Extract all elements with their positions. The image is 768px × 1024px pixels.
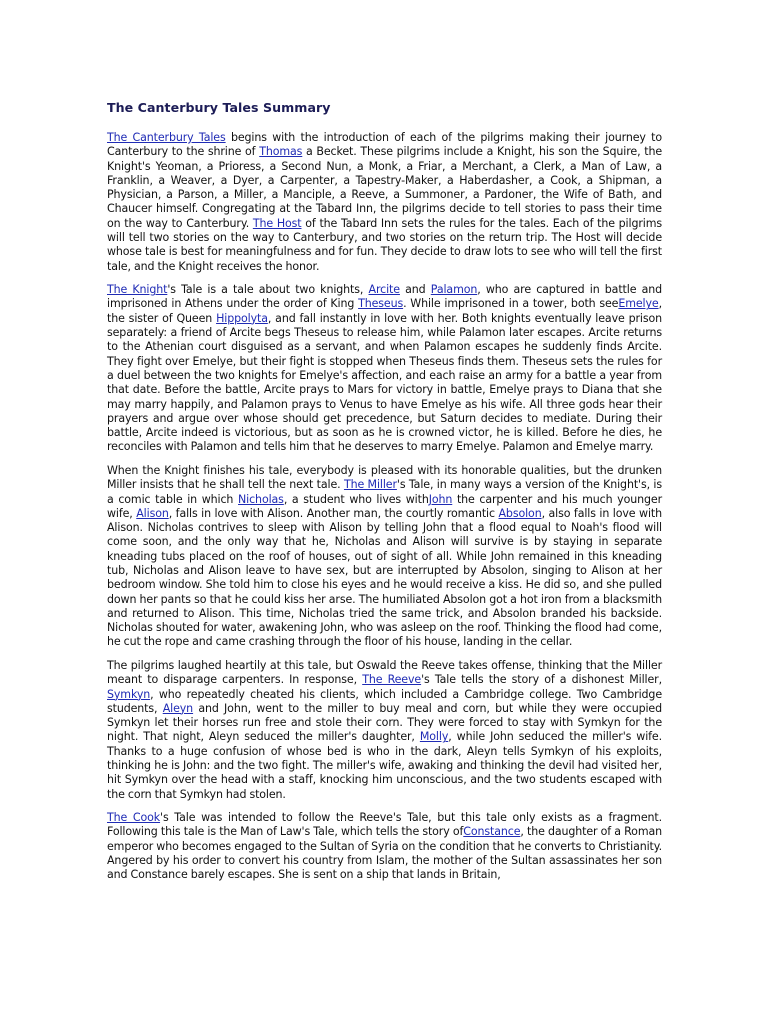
text-run: . While imprisoned in a tower, both see [403,297,619,311]
link-alison[interactable]: Alison [136,506,169,520]
document-body [107,131,662,883]
paragraph-1 [107,131,662,274]
text-run: begins with the introduction of each of the pilgrims making their journey to Canterbury to the shrine of [107,131,662,159]
text-run: , the sister of Queen [107,297,662,325]
link-the-host[interactable]: The Host [252,216,302,230]
link-the-cook[interactable]: The Cook [107,811,161,825]
link-thomas[interactable]: Thomas [259,145,303,159]
link-hippolyta[interactable]: Hippolyta [216,311,268,325]
link-the-knight[interactable]: The Knight [107,283,168,297]
text-run: and [399,283,431,297]
text-run: 's Tale, in many ways a version of the Knight's, is a comic table in which [107,478,662,506]
link-constance[interactable]: Constance [463,825,521,839]
link-john[interactable]: John [428,492,453,506]
text-run: , who are captured in battle and imprisoned in Athens under the order of King [107,283,663,311]
text-run: , while John seduced the miller's wife. Thanks to a huge confusion of whose bed is who in the dark, Aleyn tells Symkyn of his exploits, thinking he is John: and the two fight. The miller's wife, awaking and thinking the devil had visited her, hit Symkyn over the head with a staff, knocking him unconscious, and the two students escaped with the corn that Symkyn had stolen. [107,730,662,801]
link-theseus[interactable]: Theseus [358,297,404,311]
text-run: The pilgrims laughed heartily at this tale, but Oswald the Reeve takes offense, thinking that the Miller meant to disparage carpenters. In response, [107,658,662,687]
link-the-reeve[interactable]: The Reeve [362,673,422,687]
link-the-canterbury-tales[interactable]: The Canterbury Tales [107,131,226,144]
paragraph-4 [107,659,662,802]
text-run: 's Tale was intended to follow the Reeve's Tale, but this tale only exists as a fragment. Following this tale is the Man of Law's Tale, which tells the story of [107,811,662,839]
link-palamon[interactable]: Palamon [430,283,478,297]
paragraph-5 [107,811,662,882]
text-run: a Becket. These pilgrims include a Knight, his son the Squire, the Knight's Yeoman, a Prioress, a Second Nun, a Monk, a Friar, a Merchant, a Clerk, a Man of Law, a Franklin, a Weaver, a Dyer, a Carpenter, a Tapestry-Maker, a Haberdasher, a Cook, a Shipman, a Physician, a Parson, a Miller, a Manciple, a Reeve, a Summoner, a Pardoner, the Wife of Bath, and Chaucer himself. Congregating at the Tabard Inn, the pilgrims decide to tell stories to pass their time on the way to Canterbury. [107,145,663,230]
text-run: , and fall instantly in love with her. Both knights eventually leave prison separately: a friend of Arcite begs Theseus to release him, while Palamon later escapes. Arcite returns to the Athenian court disguised as a servant, and when Palamon escapes he suddenly finds Arcite. They fight over Emelye, but their fight is stopped when Theseus finds them. Theseus sets the rules for a duel between the two knights for Emelye's affection, and each raise an army for a battle a year from that date. Before the battle, Arcite prays to Mars for victory in battle, Emelye prays to Diana that she may marry happily, and Palamon prays to Venus to have Emelye as his wife. All three gods hear their prayers and argue over whose should get precedence, but Saturn decides to mediate. During their battle, Arcite indeed is victorious, but as soon as he is crowned victor, he is killed. Before he dies, he reconciles with Palamon and tells him that he deserves to marry Emelye. Palamon and Emelye marry. [107,311,662,454]
paragraph-2 [107,283,662,455]
link-molly[interactable]: Molly [419,730,449,744]
link-the-miller[interactable]: The Miller [343,478,397,492]
text-run: the carpenter and his much younger wife, [107,492,662,520]
document-page [107,99,662,892]
text-run: , also falls in love with Alison. Nicholas contrives to sleep with Alison by telling John that a flood equal to Noah's flood will come soon, and the only way that he, Nicholas and Alison will survive is by staying in separate kneading tubs placed on the roof of houses, out of sight of all. While John remained in this kneading tub, Nicholas and Alison leave to have sex, but are interrupted by Absolon, singing to Alison at her bedroom window. She told him to close his eyes and he would receive a kiss. He did so, and she pulled down her pants so that he could kiss her arse. The humiliated Absolon got a hot iron from a blacksmith and returned to Alison. This time, Nicholas tried the same trick, and Absolon branded his backside. Nicholas shouted for water, awakening John, who was asleep on the roof. Thinking the flood had come, he cut the rope and came crashing through the floor of his house, landing in the cellar. [107,506,662,649]
text-run: and John, went to the miller to buy meal and corn, but while they were occupied Symkyn let their horses run free and stole their corn. They were forced to stay with Symkyn for the night. That night, Aleyn seduced the miller's daughter, [107,701,662,744]
text-run: , a student who lives with [283,492,429,506]
page-title: The Canterbury Tales Summary [107,100,331,115]
paragraph-3 [107,464,662,650]
link-aleyn[interactable]: Aleyn [162,701,194,715]
text-run: 's Tale is a tale about two knights, [167,283,369,297]
text-run: 's Tale tells the story of a dishonest Miller, [421,673,662,687]
link-emelye[interactable]: Emelye [618,297,659,311]
text-run: , falls in love with Alison. Another man, the courtly romantic [168,506,499,520]
link-nicholas[interactable]: Nicholas [238,492,284,506]
text-run: When the Knight finishes his tale, everybody is pleased with its honorable qualities, but the drunken Miller insists that he shall tell the next tale. [107,463,662,492]
text-run: , who repeatedly cheated his clients, which included a Cambridge college. Two Cambridge students, [107,687,662,715]
link-symkyn[interactable]: Symkyn [107,687,151,701]
text-run: of the Tabard Inn sets the rules for the tales. Each of the pilgrims will tell two stories on the way to Canterbury, and two stories on the return trip. The Host will decide whose tale is best for meaningfulness and for fun. They decide to draw lots to see who will tell the first tale, and the Knight receives the honor. [107,216,662,273]
link-absolon[interactable]: Absolon [498,506,542,520]
link-arcite[interactable]: Arcite [368,283,400,297]
text-run: , the daughter of a Roman emperor who becomes engaged to the Sultan of Syria on the condition that he converts to Christianity. Angered by his order to convert his country from Islam, the mother of the Sultan assassinates her son and Constance barely escapes. She is sent on a ship that lands in Britain, [107,825,662,882]
